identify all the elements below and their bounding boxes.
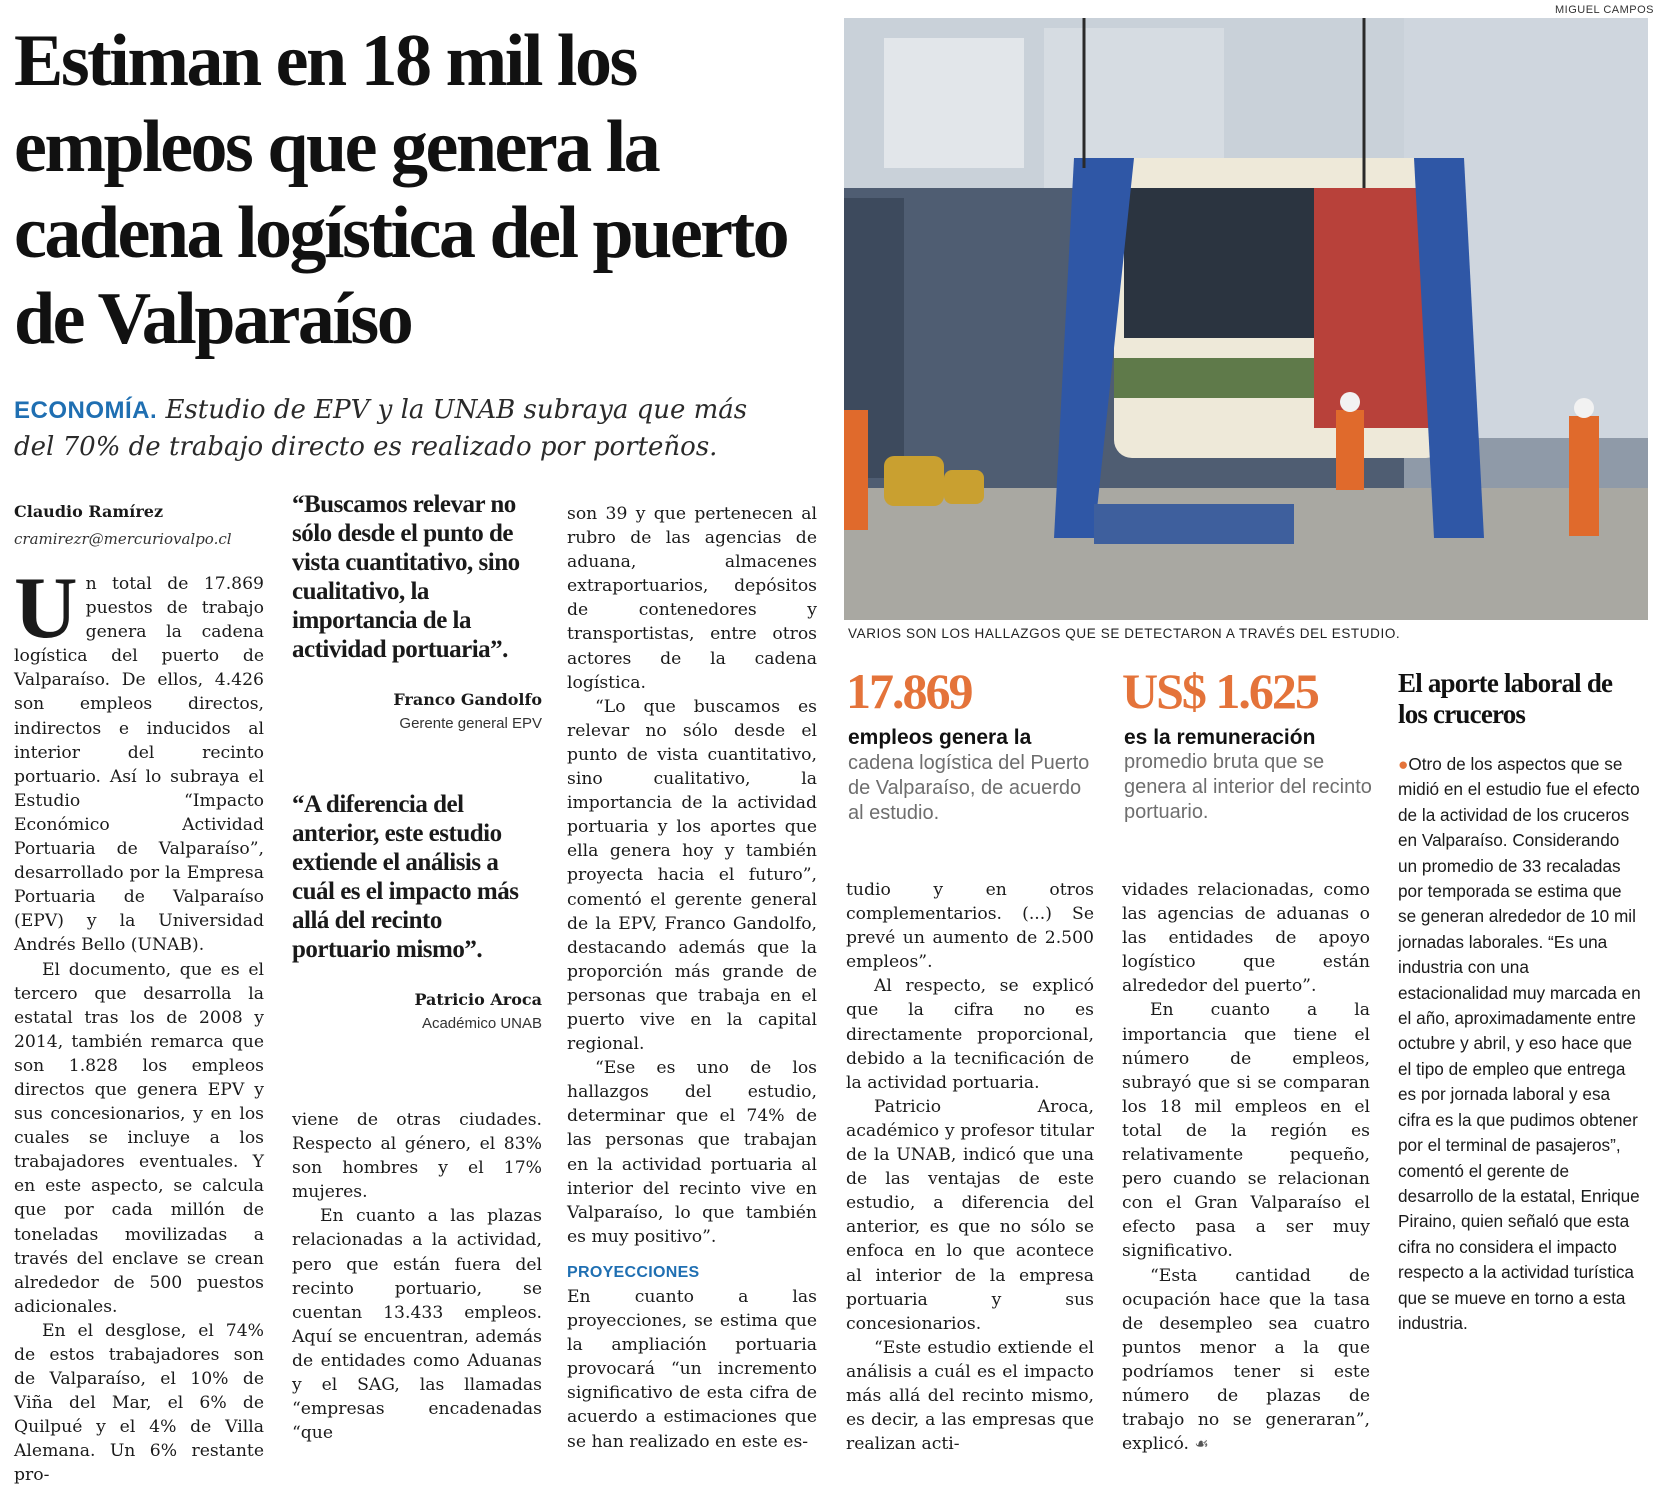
fact-text-salary (1124, 726, 1372, 825)
photo-caption: VARIOS SON LOS HALLAZGOS QUE SE DETECTARON A TRAVÉS DEL ESTUDIO. (848, 626, 1401, 641)
article-photo (844, 18, 1648, 620)
photo-credit: MIGUEL CAMPOS (1555, 4, 1654, 16)
fact-number-jobs: 17.869 (846, 663, 972, 719)
lead-text: Estudio de EPV y la UNAB subraya que más del 70% de trabajo directo es realizado por porteños. (14, 395, 748, 462)
pull-quote-2 (292, 790, 542, 1032)
body-paragraph: Patricio Aroca, académico y profesor titular de la UNAB, indicó que una de las ventajas de este estudio, a diferencia del anterior, es que no sólo se enfoca en lo que acontece al interior de la empresa portuaria y sus concesionarios. (846, 1096, 1094, 1334)
body-column-2 (292, 1108, 542, 1445)
fact-bold-text: empleos genera la (848, 726, 1032, 749)
pull-quote-1 (292, 490, 542, 732)
fact-bold-text: es la remuneración (1124, 726, 1316, 749)
sidebar-box-title: El aporte laboral de los cruceros (1398, 668, 1613, 729)
body-paragraph: “Lo que buscamos es relevar no sólo desde el punto de vista cuantitativo, sino cualitativo, la importancia de la actividad portuaria y los aportes que ella genera hoy y también proyecta hacia el futuro”, comentó el gerente general de la EPV, Franco Gandolfo, destacando además que la proporción más grande de personas que trabaja en el puerto vive en la capital regional. (567, 696, 817, 1055)
body-paragraph: En el desglose, el 74% de estos trabajadores son de Valparaíso, el 10% de Viña del Mar, el 6% de Quilpué y el 4% de Villa Alemana. Un 6% restante pro- (14, 1320, 264, 1486)
body-paragraph: “Este estudio extiende el análisis a cuál es el impacto más allá del recinto mismo, es decir, a las empresas que realizan acti- (846, 1337, 1094, 1455)
body-paragraph: tudio y en otros complementarios. (...) Se prevé un aumento de 2.500 empleos”. (846, 880, 1094, 973)
body-paragraph: Un total de 17.869 puestos de trabajo genera la cadena logística del puerto de Valparaíso. De ellos, 4.426 son empleos directos, indirectos e inducidos al interior del recinto portuario. Así lo subraya el Estudio “Impacto Económico Actividad Portuaria de Valparaíso”, desarrollado por la Empresa Portuaria de Valparaíso (EPV) y la Universidad Andrés Bello (UNAB). (14, 560, 264, 956)
end-of-article-icon: ☙ (1194, 1434, 1209, 1454)
body-paragraph: son 39 y que pertenecen al rubro de las agencias de aduana, almacenes extraportuarios, depósitos de contenedores y transportistas, entre otros actores de la cadena logística. (567, 504, 817, 693)
fact-text-jobs (848, 726, 1098, 826)
body-paragraph: viene de otras ciudades. Respecto al género, el 83% son hombres y el 17% mujeres. (292, 1110, 542, 1203)
body-column-4 (846, 878, 1094, 1456)
pull-quote-role: Gerente general EPV (399, 715, 542, 732)
body-paragraph: Al respecto, se explicó que la cifra no es directamente proporcional, debido a la tecnificación de la actividad portuaria. (846, 976, 1094, 1093)
lead-paragraph (14, 392, 794, 465)
port-bus-image (844, 18, 1648, 620)
sidebar-box-body: Otro de los aspectos que se midió en el estudio fue el efecto de la actividad de los cruceros en Valparaíso. Considerando un promedio de 33 recaladas por temporada se estima que se generan alrededor de 10 mil jornadas laborales. “Es una industria con una estacionalidad muy marcada en el año, aproximadamente entre octubre y abril, y eso hace que el tipo de empleo que entrega es por jornada laboral y esa cifra es la que pudimos obtener por el terminal de pasajeros”, comentó el gerente de desarrollo de la estatal, Enrique Piraino, quien señaló que esta cifra no considera el impacto respecto a la actividad turística que se mueve en torno a esta industria. (1398, 754, 1641, 1333)
body-paragraph: En cuanto a las plazas relacionadas a la actividad, pero que están fuera del recinto portuario, se cuentan 13.433 empleos. Aquí se encuentran, además de entidades como Aduanas y el SAG, las llamadas “empresas encadenadas “que (292, 1206, 542, 1444)
byline-email[interactable]: cramirezr@mercuriovalpo.cl (14, 530, 232, 548)
bullet-icon: ● (1398, 754, 1409, 774)
body-column-1 (14, 560, 264, 1488)
body-paragraph: vidades relacionadas, como las agencias de aduanas o las entidades de apoyo logístico que están alrededor del puerto”. (1122, 880, 1370, 997)
pull-quote-author: Franco Gandolfo (393, 690, 542, 709)
pull-quote-role: Académico UNAB (421, 1015, 542, 1032)
fact-rest-text: cadena logística del Puerto de Valparaíso, de acuerdo al estudio. (848, 752, 1090, 824)
body-paragraph: En cuanto a las proyecciones, se estima que la ampliación portuaria provocará “un incremento significativo de esta cifra de acuerdo a estimaciones que se han realizado en este es- (567, 1287, 817, 1452)
body-paragraph: El documento, que es el tercero que desarrolla la estatal tras los de 2008 y 2014, también remarca que son 1.828 los empleos directos que genera EPV y sus concesionarios, y en los cuales se incluye a los trabajadores eventuales. Y en este aspecto, se calcula que por cada millón de toneladas movilizadas a través del enclave se crean alrededor de 500 puestos adicionales. (14, 959, 264, 1317)
headline: Estiman en 18 mil los empleos que genera la cadena logística del puerto de Valparaíso (14, 20, 788, 360)
section-subhead: PROYECCIONES (567, 1263, 700, 1281)
body-paragraph: “Ese es uno de los hallazgos del estudio, determinar que el 74% de las personas que trabajan en la actividad portuaria al interior del recinto vive en Valparaíso, lo que también es muy positivo”. (567, 1058, 817, 1247)
byline-author: Claudio Ramírez (14, 502, 164, 521)
fact-rest-text: promedio bruta que se genera al interior del recinto portuario. (1124, 751, 1372, 823)
section-kicker: ECONOMÍA. (14, 397, 158, 424)
pull-quote-text: “A diferencia del anterior, este estudio extiende el análisis a cuál es el impacto más allá del recinto portuario mismo”. (292, 791, 519, 963)
pull-quote-author: Patricio Aroca (414, 990, 542, 1009)
body-column-5 (1122, 878, 1370, 1456)
pull-quote-text: “Buscamos relevar no sólo desde el punto de vista cuantitativo, sino cualitativo, la importancia de la actividad portuaria”. (292, 491, 520, 663)
body-column-3 (567, 502, 817, 1454)
body-paragraph: En cuanto a la importancia que tiene el número de empleos, subrayó que si se comparan los 18 mil empleos en el total de la región es relativamente pequeño, pero cuando se relacionan con el Gran Valparaíso el efecto pasa a ser muy significativo. (1122, 1000, 1370, 1262)
body-paragraph: “Esta cantidad de ocupación hace que la tasa de desempleo sea cuatro puntos menor a la que podríamos tener si este número de plazas de trabajo no se generaran”, explicó. ☙ (1122, 1265, 1370, 1455)
sidebar-box-text (1398, 752, 1642, 1336)
fact-number-salary: US$ 1.625 (1122, 663, 1318, 719)
drop-cap: U (14, 560, 78, 657)
